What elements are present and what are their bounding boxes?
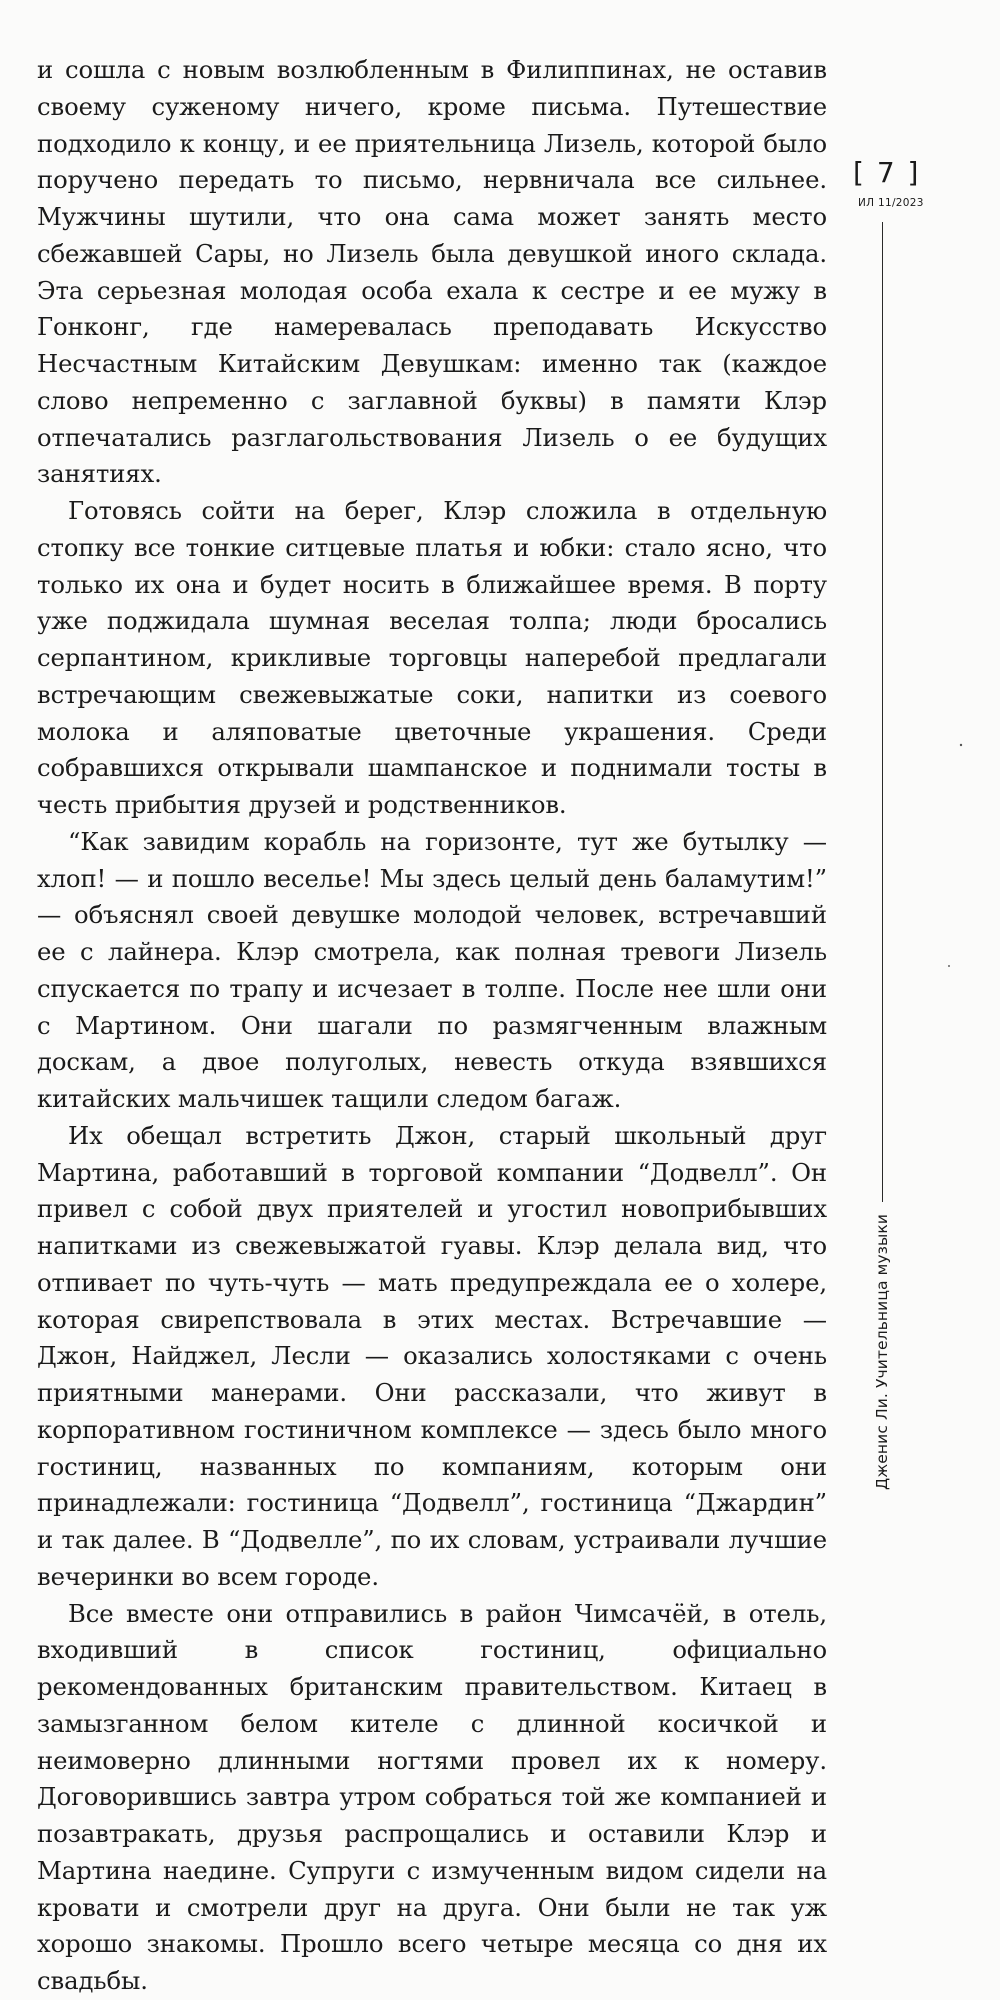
paragraph-1: и сошла с новым возлюбленным в Филиппинах, не оставив своему суженому ничего, кроме письма. Путешествие подходило к концу, и ее приятельница Лизель, которой было поручено передать то письмо, нервничала все сильнее. Мужчины шутили, что она сама может занять место сбежавшей Сары, но Лизель была девушкой иного склада. Эта серьезная молодая особа ехала к сестре и ее мужу в Гонконг, где намеревалась преподавать Искусство Несчастным Китайским Девушкам: именно так (каждое слово непременно с заглавной буквы) в памяти Клэр отпечатались разглагольствования Лизель о ее будущих занятиях. [37,55,827,489]
speck [948,965,950,967]
page-number: [ 7 ] [853,156,921,189]
journal-issue: ИЛ 11/2023 [858,197,924,209]
running-head: Дженис Ли. Учительница музыки [873,1214,891,1490]
paragraph-2: Готовясь сойти на берег, Клэр сложила в отдельную стопку все тонкие ситцевые платья и юбки: стало ясно, что только их она и будет носить в ближайшее время. В порту уже поджидала шумная веселая толпа; люди бросались серпантином, крикливые торговцы наперебой предлагали встречающим свежевыжатые соки, напитки из соевого молока и аляповатые цветочные украшения. Среди собравшихся открывали шампанское и поднимали тосты в честь прибытия друзей и родственников. [37,496,827,819]
speck [960,744,962,746]
paragraph-5: Все вместе они отправились в район Чимсачёй, в отель, входивший в список гостиниц, официально рекомендованных британским правительством. Китаец в замызганном белом кителе с длинной косичкой и неимоверно длинными ногтями провел их к номеру. Договорившись завтра утром собраться той же компанией и позавтракать, друзья распрощались и оставили Клэр и Мартина наедине. Супруги с измученным видом сидели на кровати и смотрели друг на друга. Они были не так уж хорошо знакомы. Прошло всего четыре месяца со дня их свадьбы. [37,1598,827,1995]
paragraph-4: Их обещал встретить Джон, старый школьный друг Мартина, работавший в торговой компании “Додвелл”. Он привел с собой двух приятелей и угостил новоприбывших напитками из свежевыжатой гуавы. Клэр делала вид, что отпивает по чуть-чуть — мать предупреждала ее о холере, которая свирепствовала в этих местах. Встречавшие — Джон, Найджел, Лесли — оказались холостяками с очень приятными манерами. Они рассказали, что живут в корпоративном гостиничном комплексе — здесь было много гостиниц, названных по компаниям, которым они принадлежали: гостиница “Додвелл”, гостиница “Джардин” и так далее. В “Додвелле”, по их словам, устраивали лучшие вечеринки во всем городе. [37,1120,827,1591]
paragraph-3: “Как завидим корабль на горизонте, тут же бутылку — хлоп! — и пошло веселье! Мы здесь целый день баламутим!” — объяснял своей девушке молодой человек, встречавший ее с лайнера. Клэр смотрела, как полная тревоги Лизель спускается по трапу и исчезает в толпе. После нее шли они с Мартином. Они шагали по размягченным влажным доскам, а двое полуголых, невесть откуда взявшихся китайских мальчишек тащили следом багаж. [37,826,827,1113]
